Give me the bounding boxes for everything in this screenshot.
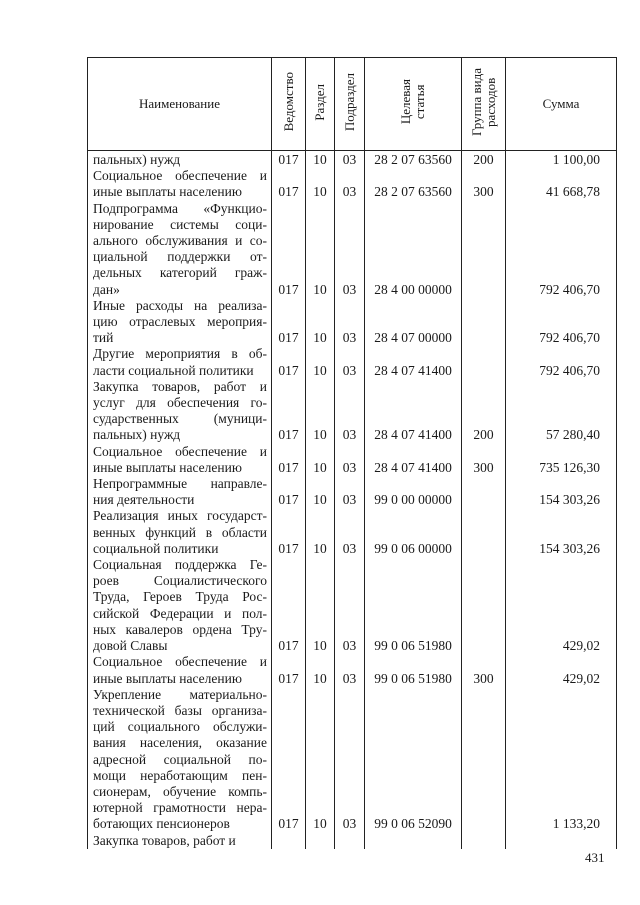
row-summa: 154 303,26: [506, 508, 617, 557]
row-gruppa-vida: [462, 476, 506, 508]
row-name-line: ласти социальной политики: [93, 362, 254, 378]
row-name-line: венных функций в области: [93, 524, 267, 540]
row-tselevaya-statya: 28 4 07 41400: [365, 379, 462, 444]
row-vedomstvo: 017: [272, 201, 306, 298]
row-name-line: роев Социалистического: [93, 573, 267, 589]
row-summa: 1 133,20: [506, 687, 617, 833]
row-summa: 735 126,30: [506, 444, 617, 476]
table-row: [88, 346, 617, 378]
row-summa: [506, 833, 617, 849]
row-name-line: технической базы организа-: [93, 702, 267, 718]
row-razdel: 10: [306, 508, 335, 557]
row-gruppa-vida: 300: [462, 654, 506, 686]
table-row: [88, 379, 617, 444]
row-name: [88, 298, 272, 347]
row-razdel: 10: [306, 346, 335, 378]
row-name-line: сионерам, обучение компь-: [93, 783, 267, 799]
header-vedomstvo: Ведомство: [272, 58, 306, 151]
header-razdel: Раздел: [306, 58, 335, 151]
row-name-line: Подпрограмма «Функцио-: [93, 200, 267, 216]
row-vedomstvo: 017: [272, 379, 306, 444]
header-gruppa-vida-raskhodov: Группа вида расходов: [462, 58, 506, 151]
row-name: [88, 557, 272, 654]
row-vedomstvo: 017: [272, 346, 306, 378]
row-summa: 41 668,78: [506, 168, 617, 200]
row-gruppa-vida: [462, 346, 506, 378]
row-name: [88, 201, 272, 298]
row-podrazdel: 03: [335, 508, 365, 557]
row-summa: 1 100,00: [506, 151, 617, 169]
row-razdel: 10: [306, 476, 335, 508]
row-podrazdel: 03: [335, 557, 365, 654]
row-name: [88, 346, 272, 378]
table-row: [88, 151, 617, 169]
row-name-line: дан»: [93, 281, 120, 297]
row-gruppa-vida: 200: [462, 379, 506, 444]
row-name-line: иные выплаты населению: [93, 184, 242, 200]
row-name-line: Закупка товаров, работ и: [93, 832, 236, 848]
table-row: [88, 833, 617, 849]
header-row: [88, 58, 617, 151]
row-vedomstvo: 017: [272, 508, 306, 557]
row-tselevaya-statya: 28 4 07 41400: [365, 444, 462, 476]
row-name-line: Другие мероприятия в об-: [93, 346, 267, 362]
row-summa: 57 280,40: [506, 379, 617, 444]
row-vedomstvo: 017: [272, 476, 306, 508]
row-tselevaya-statya: 28 2 07 63560: [365, 168, 462, 200]
row-podrazdel: 03: [335, 687, 365, 833]
table-row: [88, 168, 617, 200]
row-tselevaya-statya: [365, 833, 462, 849]
row-name-line: ций социального обслужи-: [93, 719, 267, 735]
table-row: [88, 508, 617, 557]
row-summa: 792 406,70: [506, 201, 617, 298]
row-vedomstvo: 017: [272, 151, 306, 169]
row-tselevaya-statya: 99 0 06 52090: [365, 687, 462, 833]
row-name-line: сийской Федерации и пол-: [93, 605, 267, 621]
budget-table: [87, 57, 617, 849]
row-razdel: 10: [306, 168, 335, 200]
row-gruppa-vida: [462, 508, 506, 557]
row-name: [88, 168, 272, 200]
row-podrazdel: [335, 833, 365, 849]
row-gruppa-vida: 200: [462, 151, 506, 169]
row-gruppa-vida: [462, 833, 506, 849]
row-summa: 792 406,70: [506, 298, 617, 347]
row-gruppa-vida: [462, 298, 506, 347]
row-name-line: Социальное обеспечение и: [93, 443, 267, 459]
row-gruppa-vida: [462, 557, 506, 654]
row-tselevaya-statya: 99 0 06 51980: [365, 557, 462, 654]
row-name-line: ботающих пенсионеров: [93, 816, 230, 832]
table-row: [88, 444, 617, 476]
row-summa: 792 406,70: [506, 346, 617, 378]
row-razdel: 10: [306, 201, 335, 298]
header-podrazdel: Подраздел: [335, 58, 365, 151]
row-tselevaya-statya: 99 0 00 00000: [365, 476, 462, 508]
row-tselevaya-statya: 28 4 07 41400: [365, 346, 462, 378]
table-row: [88, 654, 617, 686]
row-name-line: социальной политики: [93, 540, 219, 556]
row-razdel: 10: [306, 379, 335, 444]
row-vedomstvo: [272, 833, 306, 849]
row-name: [88, 833, 272, 849]
page-number: 431: [585, 850, 605, 865]
row-razdel: 10: [306, 298, 335, 347]
row-summa: 429,02: [506, 557, 617, 654]
table-row: [88, 557, 617, 654]
row-name-line: ния деятельности: [93, 492, 195, 508]
row-name-line: мощи неработающим пен-: [93, 767, 267, 783]
row-name-line: дельных категорий граж-: [93, 265, 267, 281]
row-name: [88, 687, 272, 833]
row-name: [88, 654, 272, 686]
row-summa: 154 303,26: [506, 476, 617, 508]
row-name-line: иные выплаты населению: [93, 670, 242, 686]
row-name-line: Социальная поддержка Ге-: [93, 557, 267, 573]
row-podrazdel: 03: [335, 298, 365, 347]
row-name-line: Социальное обеспечение и: [93, 168, 267, 184]
row-name-line: вания населения, оказание: [93, 735, 267, 751]
table-row: [88, 298, 617, 347]
row-tselevaya-statya: 28 4 07 00000: [365, 298, 462, 347]
row-name: [88, 379, 272, 444]
row-name: [88, 508, 272, 557]
row-name-line: пальных) нужд: [93, 152, 181, 167]
row-name-line: довой Славы: [93, 638, 168, 654]
row-podrazdel: 03: [335, 201, 365, 298]
row-name-line: Иные расходы на реализа-: [93, 297, 267, 313]
row-vedomstvo: 017: [272, 557, 306, 654]
table-body: [88, 151, 617, 849]
row-vedomstvo: 017: [272, 444, 306, 476]
row-tselevaya-statya: 28 4 00 00000: [365, 201, 462, 298]
row-name-line: Закупка товаров, работ и: [93, 378, 267, 394]
row-name-line: адресной социальной по-: [93, 751, 267, 767]
header-tselevaya-statya: Целевая статья: [365, 58, 462, 151]
table-row: [88, 476, 617, 508]
row-razdel: 10: [306, 557, 335, 654]
row-razdel: [306, 833, 335, 849]
row-name-line: иные выплаты населению: [93, 459, 242, 475]
row-podrazdel: 03: [335, 379, 365, 444]
header-name: Наименование: [88, 58, 272, 151]
row-name-line: Укрепление материально-: [93, 686, 267, 702]
row-podrazdel: 03: [335, 168, 365, 200]
row-podrazdel: 03: [335, 476, 365, 508]
row-name: [88, 476, 272, 508]
row-razdel: 10: [306, 151, 335, 169]
row-tselevaya-statya: 28 2 07 63560: [365, 151, 462, 169]
table-row: [88, 687, 617, 833]
row-gruppa-vida: 300: [462, 168, 506, 200]
row-name-line: тий: [93, 330, 114, 346]
row-vedomstvo: 017: [272, 654, 306, 686]
row-vedomstvo: 017: [272, 168, 306, 200]
row-name-line: пальных) нужд: [93, 427, 181, 443]
header-summa: Сумма: [506, 58, 617, 151]
row-podrazdel: 03: [335, 346, 365, 378]
row-name-line: ального обслуживания и со-: [93, 233, 267, 249]
row-razdel: 10: [306, 654, 335, 686]
row-vedomstvo: 017: [272, 298, 306, 347]
row-name-line: нирование системы соци-: [93, 216, 267, 232]
row-name-line: сударственных (муници-: [93, 411, 267, 427]
row-podrazdel: 03: [335, 444, 365, 476]
row-name: [88, 151, 272, 169]
row-name-line: услуг для обеспечения го-: [93, 395, 267, 411]
row-gruppa-vida: [462, 201, 506, 298]
row-name-line: Труда, Героев Труда Рос-: [93, 589, 267, 605]
row-razdel: 10: [306, 687, 335, 833]
row-name-line: циальной поддержки от-: [93, 249, 267, 265]
row-name-line: цию отраслевых мероприя-: [93, 314, 267, 330]
row-name-line: ютерной грамотности нера-: [93, 800, 267, 816]
row-podrazdel: 03: [335, 654, 365, 686]
row-name-line: ных кавалеров ордена Тру-: [93, 621, 267, 637]
row-razdel: 10: [306, 444, 335, 476]
row-gruppa-vida: [462, 687, 506, 833]
row-vedomstvo: 017: [272, 687, 306, 833]
row-gruppa-vida: 300: [462, 444, 506, 476]
row-name-line: Реализация иных государст-: [93, 508, 267, 524]
row-name-line: Непрограммные направле-: [93, 476, 267, 492]
row-summa: 429,02: [506, 654, 617, 686]
table-row: [88, 201, 617, 298]
row-name-line: Социальное обеспечение и: [93, 654, 267, 670]
row-name: [88, 444, 272, 476]
row-tselevaya-statya: 99 0 06 51980: [365, 654, 462, 686]
row-tselevaya-statya: 99 0 06 00000: [365, 508, 462, 557]
row-podrazdel: 03: [335, 151, 365, 169]
